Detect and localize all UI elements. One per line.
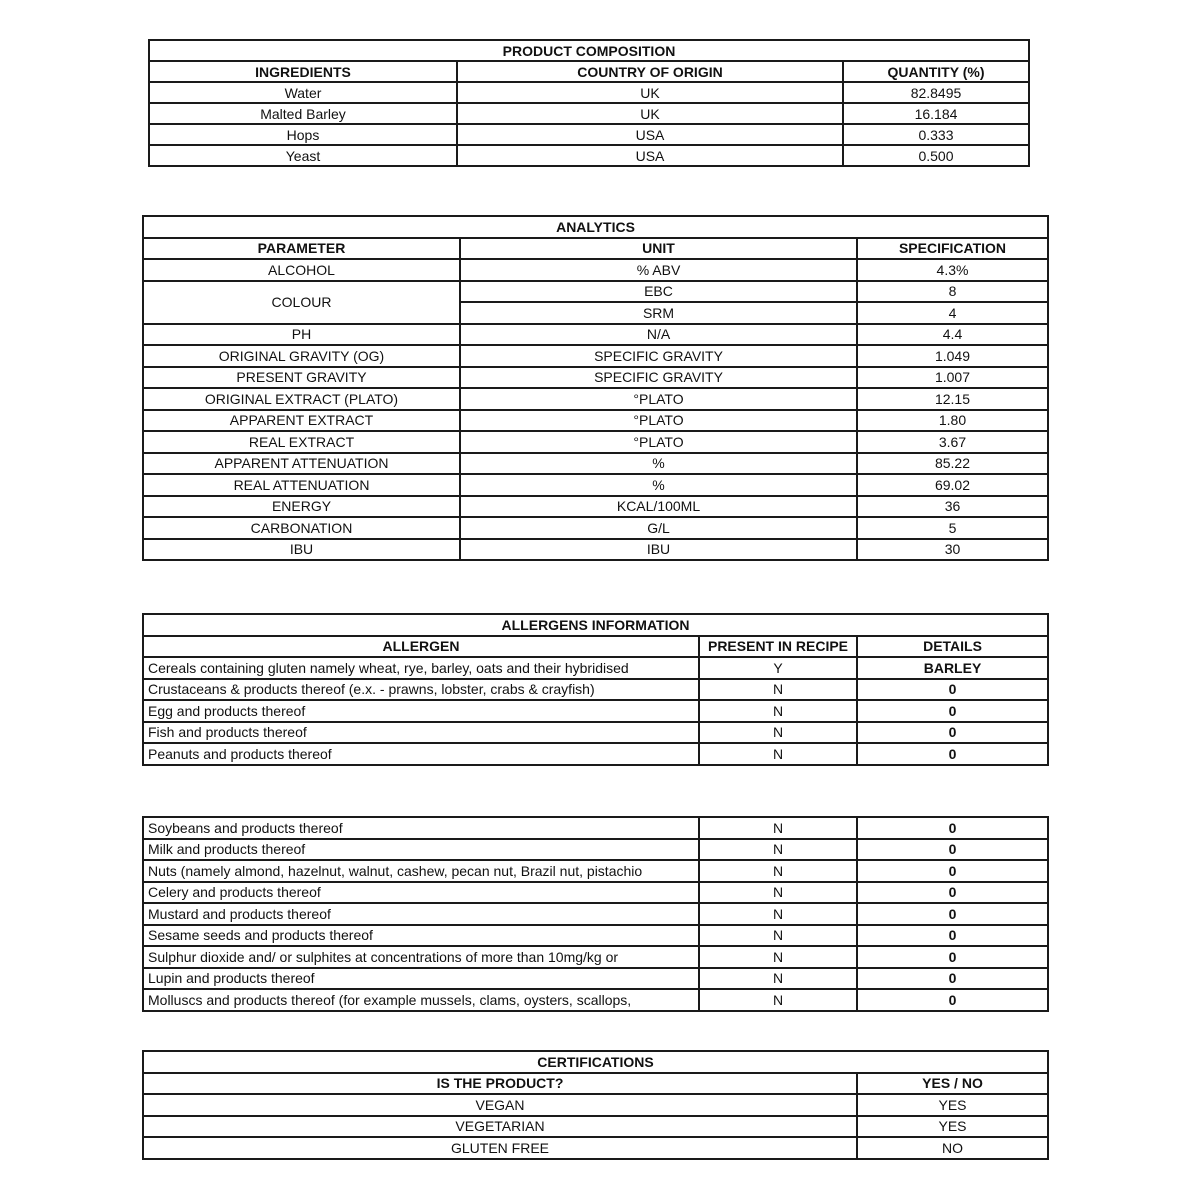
header-specification: SPECIFICATION (857, 238, 1048, 260)
unit-cell: EBC (460, 281, 857, 303)
unit-cell: KCAL/100ML (460, 496, 857, 518)
origin-cell: USA (457, 124, 843, 145)
table-row (143, 968, 1048, 990)
ingredient-cell: Hops (149, 124, 457, 145)
ingredient-cell: Yeast (149, 145, 457, 166)
allergen-cell: Milk and products thereof (143, 839, 699, 861)
allergen-cell: Fish and products thereof (143, 722, 699, 744)
unit-cell: SRM (460, 302, 857, 324)
present-cell: N (699, 743, 857, 765)
unit-cell: °PLATO (460, 431, 857, 453)
present-cell: N (699, 700, 857, 722)
table-row (143, 453, 1048, 475)
details-cell: 0 (857, 925, 1048, 947)
parameter-cell: ORIGINAL GRAVITY (OG) (143, 345, 460, 367)
table-row (149, 124, 1029, 145)
table-row (143, 324, 1048, 346)
analytics-header-row (143, 238, 1048, 260)
quantity-cell: 0.333 (843, 124, 1029, 145)
table-row (143, 431, 1048, 453)
details-cell: 0 (857, 903, 1048, 925)
parameter-cell: PH (143, 324, 460, 346)
spec-cell: 85.22 (857, 453, 1048, 475)
origin-cell: UK (457, 82, 843, 103)
table-row (143, 281, 1048, 303)
quantity-cell: 0.500 (843, 145, 1029, 166)
table-row (143, 743, 1048, 765)
analytics-title-row (143, 216, 1048, 238)
spec-cell: 30 (857, 539, 1048, 561)
header-is-the-product: IS THE PRODUCT? (143, 1073, 857, 1095)
present-cell: N (699, 946, 857, 968)
allergen-cell: Cereals containing gluten namely wheat, rye, barley, oats and their hybridised (143, 657, 699, 679)
allergen-cell: Crustaceans & products thereof (e.x. - prawns, lobster, crabs & crayfish) (143, 679, 699, 701)
header-present-in-recipe: PRESENT IN RECIPE (699, 636, 857, 658)
details-cell: 0 (857, 743, 1048, 765)
details-cell: 0 (857, 860, 1048, 882)
unit-cell: SPECIFIC GRAVITY (460, 367, 857, 389)
parameter-cell: CARBONATION (143, 517, 460, 539)
allergen-cell: Sesame seeds and products thereof (143, 925, 699, 947)
unit-cell: IBU (460, 539, 857, 561)
yes-no-cell: NO (857, 1137, 1048, 1159)
present-cell: N (699, 989, 857, 1011)
parameter-cell-colour: COLOUR (143, 281, 460, 324)
allergens-title: ALLERGENS INFORMATION (143, 614, 1048, 636)
unit-cell: % ABV (460, 259, 857, 281)
details-cell: 0 (857, 679, 1048, 701)
spec-cell: 4 (857, 302, 1048, 324)
table-row (143, 474, 1048, 496)
unit-cell: °PLATO (460, 410, 857, 432)
allergen-cell: Soybeans and products thereof (143, 817, 699, 839)
unit-cell: % (460, 453, 857, 475)
present-cell: N (699, 860, 857, 882)
header-allergen: ALLERGEN (143, 636, 699, 658)
composition-title-row (149, 40, 1029, 61)
header-quantity: QUANTITY (%) (843, 61, 1029, 82)
table-row (143, 517, 1048, 539)
certification-cell: VEGETARIAN (143, 1116, 857, 1138)
spec-cell: 8 (857, 281, 1048, 303)
allergens-header-row (143, 636, 1048, 658)
table-row (143, 388, 1048, 410)
unit-cell: G/L (460, 517, 857, 539)
details-cell: 0 (857, 700, 1048, 722)
certification-cell: VEGAN (143, 1094, 857, 1116)
table-row (143, 882, 1048, 904)
spec-cell: 3.67 (857, 431, 1048, 453)
table-row (143, 839, 1048, 861)
quantity-cell: 82.8495 (843, 82, 1029, 103)
table-row (143, 925, 1048, 947)
allergen-cell: Nuts (namely almond, hazelnut, walnut, cashew, pecan nut, Brazil nut, pistachio (143, 860, 699, 882)
analytics-table (142, 215, 1049, 561)
table-row (143, 700, 1048, 722)
table-row (149, 103, 1029, 124)
parameter-cell: PRESENT GRAVITY (143, 367, 460, 389)
present-cell: N (699, 839, 857, 861)
header-country-of-origin: COUNTRY OF ORIGIN (457, 61, 843, 82)
origin-cell: UK (457, 103, 843, 124)
table-row (143, 539, 1048, 561)
product-composition-table (148, 39, 1030, 167)
allergen-cell: Molluscs and products thereof (for example mussels, clams, oysters, scallops, (143, 989, 699, 1011)
table-row (143, 367, 1048, 389)
table-row (143, 679, 1048, 701)
table-row (143, 496, 1048, 518)
table-row (143, 259, 1048, 281)
certifications-body (143, 1051, 1048, 1159)
details-cell: 0 (857, 946, 1048, 968)
table-row (143, 1137, 1048, 1159)
table-row (143, 903, 1048, 925)
present-cell: N (699, 903, 857, 925)
spec-cell: 1.007 (857, 367, 1048, 389)
spec-cell: 1.049 (857, 345, 1048, 367)
details-cell: BARLEY (857, 657, 1048, 679)
details-cell: 0 (857, 968, 1048, 990)
present-cell: N (699, 882, 857, 904)
allergens-title-row (143, 614, 1048, 636)
table-row (143, 946, 1048, 968)
unit-cell: SPECIFIC GRAVITY (460, 345, 857, 367)
header-ingredients: INGREDIENTS (149, 61, 457, 82)
quantity-cell: 16.184 (843, 103, 1029, 124)
certification-cell: GLUTEN FREE (143, 1137, 857, 1159)
certifications-header-row (143, 1073, 1048, 1095)
table-row (143, 989, 1048, 1011)
header-yes-no: YES / NO (857, 1073, 1048, 1095)
allergens-continued-body (143, 817, 1048, 1011)
composition-header-row (149, 61, 1029, 82)
ingredient-cell: Water (149, 82, 457, 103)
details-cell: 0 (857, 817, 1048, 839)
details-cell: 0 (857, 882, 1048, 904)
parameter-cell: REAL ATTENUATION (143, 474, 460, 496)
allergen-cell: Peanuts and products thereof (143, 743, 699, 765)
present-cell: N (699, 722, 857, 744)
details-cell: 0 (857, 989, 1048, 1011)
spec-cell: 1.80 (857, 410, 1048, 432)
table-row (149, 145, 1029, 166)
allergens-table-continued (142, 816, 1049, 1012)
allergen-cell: Sulphur dioxide and/ or sulphites at concentrations of more than 10mg/kg or (143, 946, 699, 968)
spec-cell: 5 (857, 517, 1048, 539)
spec-cell: 12.15 (857, 388, 1048, 410)
yes-no-cell: YES (857, 1094, 1048, 1116)
composition-title: PRODUCT COMPOSITION (149, 40, 1029, 61)
table-row (143, 657, 1048, 679)
allergen-cell: Lupin and products thereof (143, 968, 699, 990)
spec-cell: 69.02 (857, 474, 1048, 496)
header-unit: UNIT (460, 238, 857, 260)
table-row (149, 82, 1029, 103)
present-cell: N (699, 968, 857, 990)
allergens-table (142, 613, 1049, 766)
yes-no-cell: YES (857, 1116, 1048, 1138)
certifications-table (142, 1050, 1049, 1160)
table-row (143, 1116, 1048, 1138)
spec-cell: 4.3% (857, 259, 1048, 281)
present-cell: N (699, 679, 857, 701)
allergen-cell: Celery and products thereof (143, 882, 699, 904)
details-cell: 0 (857, 722, 1048, 744)
spec-cell: 4.4 (857, 324, 1048, 346)
present-cell: N (699, 925, 857, 947)
table-row (143, 860, 1048, 882)
header-parameter: PARAMETER (143, 238, 460, 260)
parameter-cell: APPARENT ATTENUATION (143, 453, 460, 475)
table-row (143, 345, 1048, 367)
present-cell: N (699, 817, 857, 839)
header-details: DETAILS (857, 636, 1048, 658)
certifications-title: CERTIFICATIONS (143, 1051, 1048, 1073)
parameter-cell: IBU (143, 539, 460, 561)
parameter-cell: APPARENT EXTRACT (143, 410, 460, 432)
table-row (143, 722, 1048, 744)
allergen-cell: Mustard and products thereof (143, 903, 699, 925)
allergens-body (143, 614, 1048, 765)
present-cell: Y (699, 657, 857, 679)
ingredient-cell: Malted Barley (149, 103, 457, 124)
unit-cell: % (460, 474, 857, 496)
parameter-cell: REAL EXTRACT (143, 431, 460, 453)
table-row (143, 817, 1048, 839)
unit-cell: °PLATO (460, 388, 857, 410)
parameter-cell: ALCOHOL (143, 259, 460, 281)
table-row (143, 410, 1048, 432)
unit-cell: N/A (460, 324, 857, 346)
analytics-body (143, 216, 1048, 560)
table-row (143, 1094, 1048, 1116)
allergen-cell: Egg and products thereof (143, 700, 699, 722)
parameter-cell: ENERGY (143, 496, 460, 518)
parameter-cell: ORIGINAL EXTRACT (PLATO) (143, 388, 460, 410)
certifications-title-row (143, 1051, 1048, 1073)
origin-cell: USA (457, 145, 843, 166)
composition-body (149, 40, 1029, 166)
spec-cell: 36 (857, 496, 1048, 518)
analytics-title: ANALYTICS (143, 216, 1048, 238)
details-cell: 0 (857, 839, 1048, 861)
